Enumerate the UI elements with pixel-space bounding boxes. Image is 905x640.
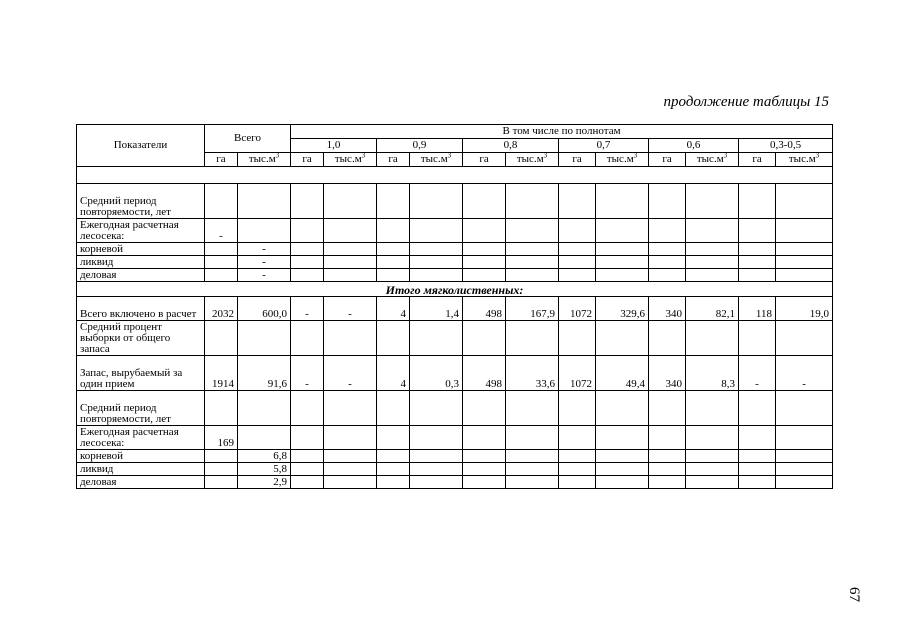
unit-volume-exponent: 3 <box>723 152 728 160</box>
table-caption: продолжение таблицы 15 <box>663 94 829 110</box>
table-cell <box>686 269 739 282</box>
table-body-upper <box>77 167 833 282</box>
table-cell <box>776 243 833 256</box>
table-cell <box>739 184 776 219</box>
table-cell: 167,9 <box>506 297 559 321</box>
header-density: 1,0 <box>291 139 377 153</box>
table-cell: 2032 <box>205 297 238 321</box>
table-cell: - <box>324 297 377 321</box>
table-row <box>77 297 833 321</box>
header-density: 0,3-0,5 <box>739 139 833 153</box>
table-cell <box>649 184 686 219</box>
row-label: Средний период повторяемости, лет <box>77 391 205 426</box>
table-cell: - <box>291 356 324 391</box>
table-cell <box>776 391 833 426</box>
table-cell <box>291 321 324 356</box>
table-cell <box>596 391 649 426</box>
table-cell <box>463 243 506 256</box>
table-row <box>77 356 833 391</box>
row-label: Ежегодная расчетная лесосека: <box>77 426 205 450</box>
table-cell: 1,4 <box>410 297 463 321</box>
table-cell <box>506 243 559 256</box>
table-cell <box>410 243 463 256</box>
table-cell: 4 <box>377 356 410 391</box>
table-body-lower <box>77 297 833 489</box>
table-row <box>77 243 833 256</box>
table-cell <box>506 463 559 476</box>
table-cell <box>463 184 506 219</box>
table-cell <box>686 219 739 243</box>
table-cell <box>410 450 463 463</box>
row-label: Всего включено в расчет <box>77 297 205 321</box>
table-cell <box>410 321 463 356</box>
table-cell <box>324 463 377 476</box>
unit-volume-text: тыс.м <box>334 153 362 165</box>
table-cell <box>739 219 776 243</box>
table-cell <box>596 463 649 476</box>
row-label: корневой <box>77 450 205 463</box>
row-label: корневой <box>77 243 205 256</box>
table-cell <box>377 463 410 476</box>
table-cell <box>776 184 833 219</box>
header-unit-ha: га <box>377 153 410 167</box>
table-cell <box>506 256 559 269</box>
table-cell <box>205 269 238 282</box>
header-density: 0,9 <box>377 139 463 153</box>
table-cell: - <box>776 356 833 391</box>
header-unit-ha: га <box>291 153 324 167</box>
table-cell: 8,3 <box>686 356 739 391</box>
table-cell <box>205 243 238 256</box>
table-cell <box>649 450 686 463</box>
table-cell <box>291 463 324 476</box>
header-unit-volume <box>596 153 649 167</box>
row-label: Средний период повторяемости, лет <box>77 184 205 219</box>
table-cell <box>205 463 238 476</box>
table-cell: 329,6 <box>596 297 649 321</box>
table-cell <box>559 450 596 463</box>
table-cell <box>463 256 506 269</box>
table-cell <box>291 219 324 243</box>
row-label: Запас, вырубаемый за один прием <box>77 356 205 391</box>
table-cell <box>649 219 686 243</box>
header-unit-volume <box>686 153 739 167</box>
unit-volume-text: тыс.м <box>606 153 634 165</box>
table-cell <box>410 476 463 489</box>
table-cell <box>506 219 559 243</box>
table-cell <box>776 450 833 463</box>
table-cell <box>776 269 833 282</box>
row-label: Ежегодная расчетная лесосека: <box>77 219 205 243</box>
table-cell <box>596 184 649 219</box>
table-cell <box>596 450 649 463</box>
table-cell <box>410 219 463 243</box>
table-cell: - <box>291 297 324 321</box>
header-by-density: В том числе по полнотам <box>291 125 833 139</box>
table-cell <box>686 256 739 269</box>
header-unit-ha: га <box>739 153 776 167</box>
table-cell <box>559 321 596 356</box>
header-indicators: Показатели <box>77 125 205 167</box>
table-cell <box>377 450 410 463</box>
table-cell: 1072 <box>559 356 596 391</box>
table-cell <box>506 321 559 356</box>
table-cell <box>739 243 776 256</box>
header-unit-volume <box>776 153 833 167</box>
table-cell <box>776 426 833 450</box>
table-cell <box>238 391 291 426</box>
table-cell <box>739 269 776 282</box>
table-cell <box>377 426 410 450</box>
unit-volume-text: тыс.м <box>516 153 544 165</box>
table-row <box>77 184 833 219</box>
table-cell <box>506 450 559 463</box>
row-label: ликвид <box>77 463 205 476</box>
header-unit-ha: га <box>463 153 506 167</box>
table-cell <box>559 391 596 426</box>
data-table <box>76 124 833 489</box>
table-cell: 498 <box>463 297 506 321</box>
table-cell: 49,4 <box>596 356 649 391</box>
header-unit-ha: га <box>559 153 596 167</box>
table-cell <box>506 269 559 282</box>
table-cell <box>377 321 410 356</box>
table-cell: - <box>238 256 291 269</box>
table-cell: 169 <box>205 426 238 450</box>
table-cell <box>205 391 238 426</box>
unit-volume-exponent: 3 <box>275 152 280 160</box>
header-density: 0,8 <box>463 139 559 153</box>
header-density: 0,6 <box>649 139 739 153</box>
table-cell <box>324 476 377 489</box>
table-cell <box>377 269 410 282</box>
table-cell <box>291 184 324 219</box>
table-cell: 6,8 <box>238 450 291 463</box>
table-cell <box>238 321 291 356</box>
header-density: 0,7 <box>559 139 649 153</box>
page-number: 67 <box>846 587 862 602</box>
table-cell <box>238 184 291 219</box>
table-cell <box>739 256 776 269</box>
table-cell <box>205 184 238 219</box>
table-row <box>77 476 833 489</box>
table-cell <box>410 184 463 219</box>
unit-volume-text: тыс.м <box>248 153 276 165</box>
table-cell <box>776 321 833 356</box>
table-cell <box>324 219 377 243</box>
row-label: ликвид <box>77 256 205 269</box>
table-cell <box>649 391 686 426</box>
table-cell: 33,6 <box>506 356 559 391</box>
table-cell: 118 <box>739 297 776 321</box>
table-cell <box>596 256 649 269</box>
table-row <box>77 426 833 450</box>
table-row <box>77 450 833 463</box>
table-cell: 600,0 <box>238 297 291 321</box>
unit-volume-exponent: 3 <box>815 152 820 160</box>
table-cell <box>686 391 739 426</box>
table-cell: - <box>324 356 377 391</box>
table-row <box>77 256 833 269</box>
table-cell <box>291 256 324 269</box>
unit-volume-exponent: 3 <box>633 152 638 160</box>
unit-volume-exponent: 3 <box>361 152 366 160</box>
table-cell: 1072 <box>559 297 596 321</box>
table-cell <box>559 219 596 243</box>
table-cell <box>324 391 377 426</box>
table-cell <box>559 184 596 219</box>
table-cell <box>559 256 596 269</box>
table-row <box>77 391 833 426</box>
table-cell <box>559 426 596 450</box>
table-cell <box>649 243 686 256</box>
table-cell <box>463 426 506 450</box>
table-cell <box>324 269 377 282</box>
table-row <box>77 321 833 356</box>
table-cell <box>596 269 649 282</box>
table-cell <box>410 463 463 476</box>
table-cell <box>596 426 649 450</box>
header-unit-ha: га <box>649 153 686 167</box>
table-cell <box>205 476 238 489</box>
table-cell <box>506 184 559 219</box>
table-cell <box>559 463 596 476</box>
table-cell <box>686 476 739 489</box>
table-cell <box>649 321 686 356</box>
header-unit-volume <box>324 153 377 167</box>
table-cell <box>410 426 463 450</box>
table-cell <box>506 391 559 426</box>
table-cell <box>324 426 377 450</box>
table-cell <box>291 269 324 282</box>
table-cell <box>649 269 686 282</box>
table-cell <box>463 450 506 463</box>
table-cell <box>739 450 776 463</box>
unit-volume-text: тыс.м <box>696 153 724 165</box>
table-cell <box>238 219 291 243</box>
table-cell: 5,8 <box>238 463 291 476</box>
table-cell <box>559 476 596 489</box>
table-cell <box>463 476 506 489</box>
table-row <box>77 219 833 243</box>
table-cell <box>463 463 506 476</box>
table-cell <box>686 184 739 219</box>
table-cell: 1914 <box>205 356 238 391</box>
table-cell <box>776 476 833 489</box>
table-cell <box>291 476 324 489</box>
table-cell <box>205 321 238 356</box>
table-cell <box>739 476 776 489</box>
table-cell <box>324 184 377 219</box>
table-cell: 498 <box>463 356 506 391</box>
table-cell: 82,1 <box>686 297 739 321</box>
table-row <box>77 269 833 282</box>
header-unit-ha: га <box>205 153 238 167</box>
table-cell: 91,6 <box>238 356 291 391</box>
table-cell: 0,3 <box>410 356 463 391</box>
row-label: деловая <box>77 269 205 282</box>
table-cell: 2,9 <box>238 476 291 489</box>
row-label: Средний процент выборки от общего запаса <box>77 321 205 356</box>
table-cell <box>324 243 377 256</box>
table-cell <box>291 450 324 463</box>
table-cell <box>776 219 833 243</box>
table-cell <box>649 463 686 476</box>
table-row <box>77 463 833 476</box>
table-cell <box>649 256 686 269</box>
table-cell <box>463 321 506 356</box>
table-cell <box>377 391 410 426</box>
header-unit-volume <box>238 153 291 167</box>
table-cell <box>410 256 463 269</box>
table-cell: - <box>739 356 776 391</box>
table-cell <box>377 476 410 489</box>
table-cell <box>559 269 596 282</box>
table-cell <box>686 450 739 463</box>
row-label: деловая <box>77 476 205 489</box>
spacer-row <box>77 167 833 184</box>
table-cell <box>649 426 686 450</box>
table-cell: - <box>205 219 238 243</box>
table-cell <box>596 219 649 243</box>
table-cell <box>686 243 739 256</box>
header-total: Всего <box>205 125 291 153</box>
table-cell <box>324 256 377 269</box>
table-cell <box>410 391 463 426</box>
table-cell <box>739 391 776 426</box>
unit-volume-exponent: 3 <box>543 152 548 160</box>
table-cell <box>205 450 238 463</box>
table-cell <box>377 256 410 269</box>
table-cell <box>686 321 739 356</box>
table-header <box>77 125 833 167</box>
table-cell <box>410 269 463 282</box>
table-cell <box>506 476 559 489</box>
table-cell <box>377 219 410 243</box>
table-cell <box>377 184 410 219</box>
table-cell <box>291 426 324 450</box>
table-cell <box>463 269 506 282</box>
table-cell: 340 <box>649 356 686 391</box>
unit-volume-text: тыс.м <box>420 153 448 165</box>
table-cell <box>596 476 649 489</box>
table-cell <box>739 321 776 356</box>
section-title: Итого мягколиственных: <box>77 282 833 297</box>
header-unit-volume <box>506 153 559 167</box>
table-cell <box>463 219 506 243</box>
table-cell: 340 <box>649 297 686 321</box>
unit-volume-text: тыс.м <box>788 153 816 165</box>
table-cell <box>739 463 776 476</box>
table-cell <box>559 243 596 256</box>
unit-volume-exponent: 3 <box>447 152 452 160</box>
table-cell <box>377 243 410 256</box>
header-unit-volume <box>410 153 463 167</box>
table-cell <box>596 321 649 356</box>
table-cell <box>649 476 686 489</box>
section-header <box>77 282 833 297</box>
table-cell <box>506 426 559 450</box>
table-cell <box>291 243 324 256</box>
table-cell: - <box>238 243 291 256</box>
table-cell <box>596 243 649 256</box>
table-cell <box>291 391 324 426</box>
table-cell <box>739 426 776 450</box>
table-cell <box>776 256 833 269</box>
table-cell <box>686 426 739 450</box>
table-cell <box>324 321 377 356</box>
table-cell <box>205 256 238 269</box>
table-cell: - <box>238 269 291 282</box>
table-cell <box>776 463 833 476</box>
table-cell <box>463 391 506 426</box>
table-cell <box>238 426 291 450</box>
table-cell: 4 <box>377 297 410 321</box>
table-cell <box>686 463 739 476</box>
table-cell: 19,0 <box>776 297 833 321</box>
table-cell <box>324 450 377 463</box>
